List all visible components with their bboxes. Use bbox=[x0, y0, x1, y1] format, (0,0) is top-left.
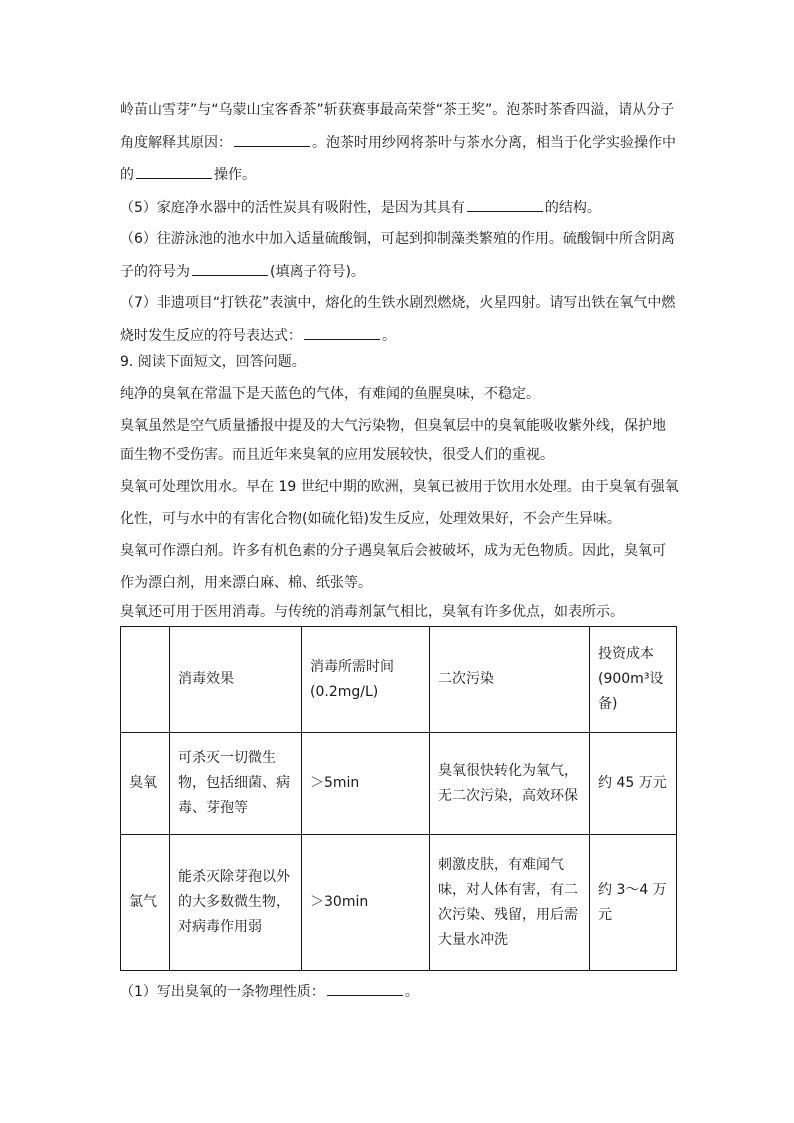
table-cell-cost: 约 45 万元 bbox=[590, 733, 677, 835]
text-segment: 臭氧还可用于医用消毒。与传统的消毒剂氯气相比，臭氧有许多优点，如表所示。 bbox=[120, 604, 624, 620]
text-segment: 。 bbox=[382, 328, 396, 344]
answer-blank[interactable] bbox=[467, 197, 543, 212]
table-cell-name: 臭氧 bbox=[121, 733, 170, 835]
answer-blank[interactable] bbox=[136, 164, 212, 179]
table-row bbox=[121, 733, 677, 835]
comparison-table bbox=[120, 626, 677, 971]
paragraph-line bbox=[120, 132, 676, 153]
text-segment: (填离子符号)。 bbox=[270, 264, 365, 280]
paragraph-line bbox=[120, 541, 666, 561]
table-header-cell: 消毒效果 bbox=[170, 627, 302, 733]
table-cell-effect: 可杀灭一切微生 物，包括细菌、病 毒、芽孢等 bbox=[170, 733, 302, 835]
paragraph-line bbox=[120, 261, 365, 282]
paragraph-line bbox=[120, 325, 396, 346]
paragraph-line bbox=[120, 602, 624, 622]
paragraph-line bbox=[120, 477, 679, 497]
answer-blank[interactable] bbox=[234, 132, 310, 147]
text-segment: （7）非遗项目“打铁花”表演中，熔化的生铁水剧烈燃烧，火星四射。请写出铁在氧气中燃 bbox=[120, 295, 676, 311]
answer-blank[interactable] bbox=[192, 261, 268, 276]
text-segment: 角度解释其原因： bbox=[120, 135, 232, 151]
text-segment: 。泡茶时用纱网将茶叶与茶水分离，相当于化学实验操作中 bbox=[312, 135, 676, 151]
text-segment: 作为漂白剂，用来漂白麻、棉、纸张等。 bbox=[120, 575, 372, 591]
paragraph-line bbox=[120, 445, 554, 465]
text-segment: 的结构。 bbox=[544, 200, 601, 216]
text-segment: 面生物不受伤害。而且近年来臭氧的应用发展较快，很受人们的重视。 bbox=[120, 447, 554, 463]
table-cell-pollution: 臭氧很快转化为氧气， 无二次污染，高效环保 bbox=[430, 733, 590, 835]
paragraph-line bbox=[120, 573, 372, 593]
table-header-cell: 二次污染 bbox=[430, 627, 590, 733]
text-segment: 子的符号为 bbox=[120, 264, 190, 280]
paragraph-line bbox=[120, 981, 419, 1002]
paragraph-line bbox=[120, 229, 675, 249]
text-segment: 的 bbox=[120, 167, 134, 183]
text-segment: 臭氧可作漂白剂。许多有机色素的分子遇臭氧后会被破坏，成为无色物质。因此，臭氧可 bbox=[120, 543, 666, 559]
paragraph-line bbox=[120, 164, 256, 185]
table-cell-time: ＞30min bbox=[302, 835, 430, 971]
table-header-cell: 消毒所需时间 (0.2mg/L) bbox=[302, 627, 430, 733]
text-segment: 操作。 bbox=[214, 167, 256, 183]
table-cell-cost: 约 3～4 万 元 bbox=[590, 835, 677, 971]
text-segment: （5）家庭净水器中的活性炭具有吸附性，是因为其具有 bbox=[120, 200, 465, 216]
paragraph-line bbox=[120, 509, 621, 529]
text-segment: 臭氧可处理饮用水。早在 19 世纪中期的欧洲，臭氧已被用于饮用水处理。由于臭氧有强氧 bbox=[120, 479, 679, 495]
table-cell-name: 氯气 bbox=[121, 835, 170, 971]
text-segment: 臭氧虽然是空气质量播报中提及的大气污染物，但臭氧层中的臭氧能吸收紫外线，保护地 bbox=[120, 418, 666, 434]
text-segment: 烧时发生反应的符号表达式： bbox=[120, 328, 302, 344]
text-segment: 9. 阅读下面短文，回答问题。 bbox=[120, 354, 306, 370]
answer-blank[interactable] bbox=[327, 981, 403, 996]
text-segment: 岭苗山雪芽”与“乌蒙山宝客香茶”斩获赛事最高荣誉“茶王奖”。泡茶时茶香四溢，请从分子 bbox=[120, 102, 675, 118]
table-cell-time: ＞5min bbox=[302, 733, 430, 835]
answer-blank[interactable] bbox=[304, 325, 380, 340]
table-cell-pollution: 刺激皮肤，有难闻气 味，对人体有害，有二 次污染、残留，用后需 大量水冲洗 bbox=[430, 835, 590, 971]
table-cell-effect: 能杀灭除芽孢以外 的大多数微生物， 对病毒作用弱 bbox=[170, 835, 302, 971]
text-segment: （1）写出臭氧的一条物理性质： bbox=[120, 984, 325, 1000]
paragraph-line bbox=[120, 100, 674, 120]
text-segment: 化性，可与水中的有害化合物(如硫化铅)发生反应，处理效果好，不会产生异味。 bbox=[120, 511, 621, 527]
table-row bbox=[121, 835, 677, 971]
table-header-cell: 投资成本 (900m³设 备) bbox=[590, 627, 677, 733]
table-header-row bbox=[121, 627, 677, 733]
text-segment: （6）往游泳池的池水中加入适量硫酸铜，可起到抑制藻类繁殖的作用。硫酸铜中所含阴离 bbox=[120, 231, 675, 247]
text-segment: 纯净的臭氧在常温下是天蓝色的气体，有难闻的鱼腥臭味，不稳定。 bbox=[120, 386, 540, 402]
paragraph-line bbox=[120, 384, 540, 404]
paragraph-line bbox=[120, 416, 666, 436]
text-segment: 。 bbox=[404, 984, 419, 1000]
paragraph-line bbox=[120, 197, 601, 218]
question-heading bbox=[120, 352, 306, 372]
paragraph-line bbox=[120, 293, 675, 313]
table-header-cell bbox=[121, 627, 170, 733]
